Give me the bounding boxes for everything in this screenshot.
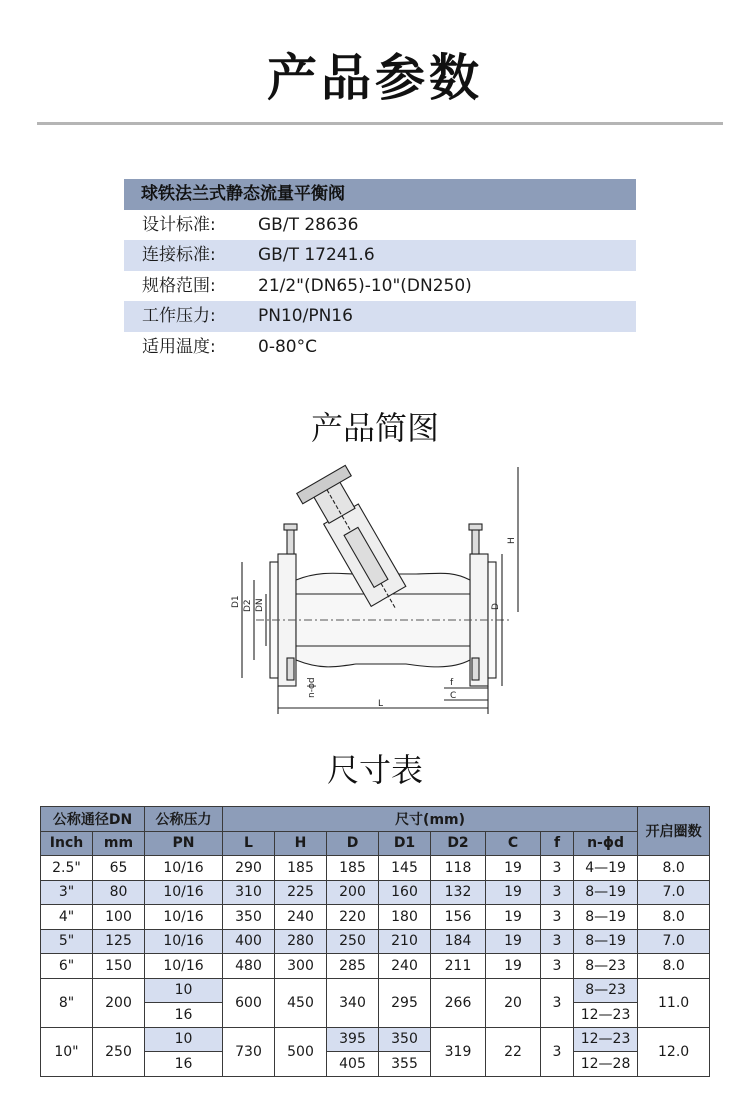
- cell: 211: [431, 954, 486, 979]
- cell: 19: [486, 880, 541, 905]
- cell: 10: [145, 1027, 223, 1052]
- params-row: [124, 210, 636, 240]
- cell: 500: [275, 1027, 327, 1076]
- cell: 240: [275, 905, 327, 930]
- cell: 450: [275, 978, 327, 1027]
- param-value: 0-80°C: [258, 336, 317, 357]
- table-row: [41, 1027, 710, 1052]
- cell: 132: [431, 880, 486, 905]
- params-panel: [124, 179, 636, 362]
- cell: 200: [93, 978, 145, 1027]
- cell: 10/16: [145, 929, 223, 954]
- param-value: GB/T 17241.6: [258, 245, 375, 266]
- cell: 280: [275, 929, 327, 954]
- header-d2: D2: [431, 831, 486, 856]
- cell: 285: [327, 954, 379, 979]
- cell: 80: [93, 880, 145, 905]
- dimension-table: [40, 806, 710, 1077]
- table-row: [41, 978, 710, 1003]
- cell: 10/16: [145, 954, 223, 979]
- cell: 250: [93, 1027, 145, 1076]
- cell: 19: [486, 954, 541, 979]
- header-h: H: [275, 831, 327, 856]
- cell: 10/16: [145, 905, 223, 930]
- cell: 180: [379, 905, 431, 930]
- cell: 10": [41, 1027, 93, 1076]
- param-value: 21/2"(DN65)-10"(DN250): [258, 275, 472, 296]
- cell: 22: [486, 1027, 541, 1076]
- cell: 145: [379, 856, 431, 881]
- header-l: L: [223, 831, 275, 856]
- cell: 240: [379, 954, 431, 979]
- title-divider: [37, 122, 723, 125]
- cell: 400: [223, 929, 275, 954]
- cell: 4—19: [574, 856, 638, 881]
- cell: 8—23: [574, 978, 638, 1003]
- cell: 19: [486, 856, 541, 881]
- table-row: [41, 954, 710, 979]
- params-row: [124, 332, 636, 362]
- label-dn: DN: [255, 598, 265, 612]
- cell: 5": [41, 929, 93, 954]
- param-key: 设计标准:: [142, 215, 216, 235]
- table-row: [41, 905, 710, 930]
- cell: 220: [327, 905, 379, 930]
- cell: 12—28: [574, 1052, 638, 1077]
- cell: 8—19: [574, 929, 638, 954]
- label-d: D: [491, 603, 501, 610]
- cell: 19: [486, 929, 541, 954]
- cell: 150: [93, 954, 145, 979]
- cell: 12.0: [638, 1027, 710, 1076]
- params-row: [124, 271, 636, 301]
- cell: 10: [145, 978, 223, 1003]
- cell: 3: [541, 856, 574, 881]
- cell: 210: [379, 929, 431, 954]
- cell: 340: [327, 978, 379, 1027]
- cell: 3: [541, 880, 574, 905]
- cell: 160: [379, 880, 431, 905]
- header-d: D: [327, 831, 379, 856]
- cell: 184: [431, 929, 486, 954]
- cell: 480: [223, 954, 275, 979]
- cell: 8.0: [638, 954, 710, 979]
- cell: 20: [486, 978, 541, 1027]
- cell: 310: [223, 880, 275, 905]
- param-key: 工作压力:: [142, 306, 216, 327]
- table-title: 尺寸表: [326, 751, 423, 789]
- cell: 185: [275, 856, 327, 881]
- params-row: [124, 301, 636, 331]
- header-pn: PN: [145, 831, 223, 856]
- cell: 250: [327, 929, 379, 954]
- cell: 100: [93, 905, 145, 930]
- cell: 350: [379, 1027, 431, 1052]
- cell: 8—19: [574, 905, 638, 930]
- header-c: C: [486, 831, 541, 856]
- cell: 395: [327, 1027, 379, 1052]
- params-header: 球铁法兰式静态流量平衡阀: [124, 179, 636, 210]
- cell: 125: [93, 929, 145, 954]
- header-inch: Inch: [41, 831, 93, 856]
- cell: 7.0: [638, 880, 710, 905]
- cell: 266: [431, 978, 486, 1027]
- cell: 10/16: [145, 880, 223, 905]
- cell: 600: [223, 978, 275, 1027]
- param-key: 适用温度:: [142, 336, 216, 357]
- diagram-title: 产品简图: [310, 409, 439, 447]
- cell: 12—23: [574, 1003, 638, 1028]
- cell: 290: [223, 856, 275, 881]
- cell: 3: [541, 1027, 574, 1076]
- cell: 200: [327, 880, 379, 905]
- label-h: H: [507, 537, 517, 544]
- param-key: 规格范围:: [142, 275, 216, 296]
- header-mm: mm: [93, 831, 145, 856]
- header-turns: 开启圈数: [638, 807, 710, 856]
- label-d1: D1: [231, 595, 241, 608]
- header-size: 尺寸(mm): [223, 807, 638, 832]
- cell: 405: [327, 1052, 379, 1077]
- label-f: f: [450, 678, 454, 688]
- label-c: C: [450, 691, 457, 701]
- label-nphid: n-ϕd: [307, 677, 317, 698]
- cell: 185: [327, 856, 379, 881]
- cell: 19: [486, 905, 541, 930]
- cell: 16: [145, 1003, 223, 1028]
- table-row: [41, 929, 710, 954]
- cell: 11.0: [638, 978, 710, 1027]
- cell: 319: [431, 1027, 486, 1076]
- label-d2: D2: [243, 599, 253, 612]
- header-f: f: [541, 831, 574, 856]
- cell: 3: [541, 954, 574, 979]
- cell: 300: [275, 954, 327, 979]
- page-title: 产品参数: [267, 49, 483, 107]
- cell: 3: [541, 978, 574, 1027]
- cell: 8—23: [574, 954, 638, 979]
- cell: 350: [223, 905, 275, 930]
- cell: 3: [541, 905, 574, 930]
- cell: 3: [541, 929, 574, 954]
- cell: 8": [41, 978, 93, 1027]
- header-nphid: n-ϕd: [574, 831, 638, 856]
- cell: 730: [223, 1027, 275, 1076]
- cell: 295: [379, 978, 431, 1027]
- cell: 225: [275, 880, 327, 905]
- cell: 118: [431, 856, 486, 881]
- header-nominal-pn: 公称压力: [145, 807, 223, 832]
- param-key: 连接标准:: [142, 245, 216, 266]
- param-value: GB/T 28636: [258, 215, 359, 235]
- cell: 8.0: [638, 856, 710, 881]
- cell: 355: [379, 1052, 431, 1077]
- cell: 12—23: [574, 1027, 638, 1052]
- table-row: [41, 880, 710, 905]
- label-l: L: [378, 699, 384, 709]
- params-row: [124, 240, 636, 270]
- cell: 65: [93, 856, 145, 881]
- cell: 8—19: [574, 880, 638, 905]
- header-d1: D1: [379, 831, 431, 856]
- cell: 4": [41, 905, 93, 930]
- cell: 16: [145, 1052, 223, 1077]
- cell: 10/16: [145, 856, 223, 881]
- cell: 3": [41, 880, 93, 905]
- cell: 8.0: [638, 905, 710, 930]
- valve-diagram: [226, 462, 526, 718]
- header-nominal-dn: 公称通径DN: [41, 807, 145, 832]
- param-value: PN10/PN16: [258, 306, 353, 327]
- cell: 6": [41, 954, 93, 979]
- cell: 2.5": [41, 856, 93, 881]
- cell: 7.0: [638, 929, 710, 954]
- cell: 156: [431, 905, 486, 930]
- table-row: [41, 856, 710, 881]
